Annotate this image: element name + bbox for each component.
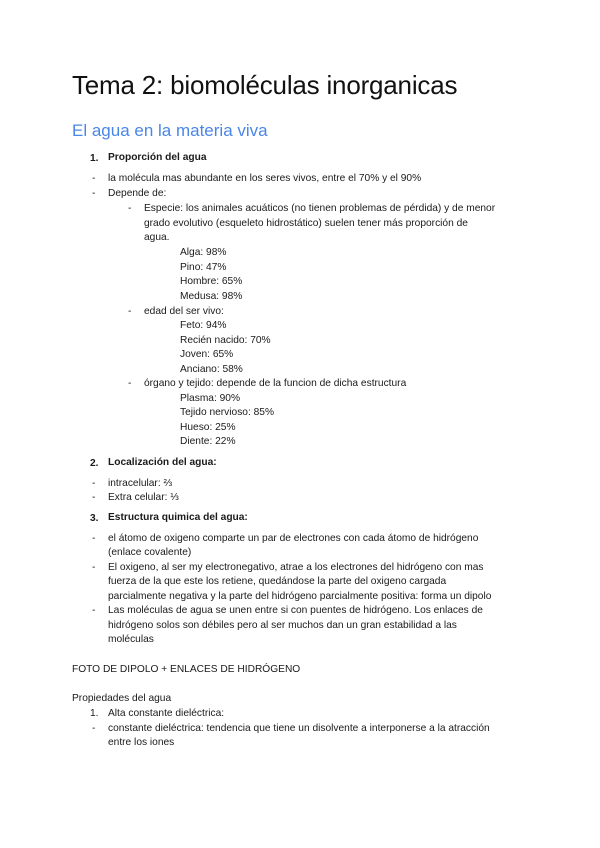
properties-sub-line: entre los iones xyxy=(108,737,175,748)
value-item: Pino: 47% xyxy=(180,262,227,273)
value-item: Recién nacido: 70% xyxy=(180,335,271,346)
list-item: intracelular: ⅔ xyxy=(108,478,172,489)
properties-number: 1. xyxy=(90,708,99,719)
list-item-line: moléculas xyxy=(108,634,154,645)
list-item: Depende de: xyxy=(108,188,167,199)
value-item: Feto: 94% xyxy=(180,320,227,331)
section2-heading: Localización del agua: xyxy=(108,457,217,468)
bullet-dash: - xyxy=(128,306,132,317)
section3-heading: Estructura quimica del agua: xyxy=(108,512,248,523)
bullet-dash: - xyxy=(92,492,96,503)
properties-heading: Propiedades del agua xyxy=(72,693,172,704)
bullet-dash: - xyxy=(92,173,96,184)
photo-placeholder-note: FOTO DE DIPOLO + ENLACES DE HIDRÓGENO xyxy=(72,664,301,675)
value-item: Anciano: 58% xyxy=(180,364,243,375)
list-item-line: Las moléculas de agua se unen entre si con puentes de hidrógeno. Los enlaces de xyxy=(108,605,483,616)
bullet-dash: - xyxy=(128,378,132,389)
bullet-dash: - xyxy=(92,188,96,199)
list-item-line: fuerza de la que este los retiene, quedándose la parte del oxigeno cargada xyxy=(108,576,447,587)
bullet-dash: - xyxy=(92,478,96,489)
especie-line: grado evolutivo (esqueleto hidrostático) suelen tener más proporción de xyxy=(144,218,468,229)
properties-sub-line: constante dieléctrica: tendencia que tiene un disolvente a interponerse a la atracción xyxy=(108,723,490,734)
page-title: Tema 2: biomoléculas inorganicas xyxy=(72,70,458,100)
list-item-line: El oxigeno, al ser my electronegativo, atrae a los electrones del hidrógeno con mas xyxy=(108,562,484,573)
organo-label: órgano y tejido: depende de la funcion de dicha estructura xyxy=(144,378,407,389)
section3-number: 3. xyxy=(90,513,99,524)
bullet-dash: - xyxy=(92,533,96,544)
section-subtitle: El agua en la materia viva xyxy=(72,121,268,140)
list-item: Extra celular: ⅓ xyxy=(108,492,179,503)
bullet-dash: - xyxy=(92,562,96,573)
value-item: Diente: 22% xyxy=(180,436,236,447)
properties-item: Alta constante dieléctrica: xyxy=(108,708,225,719)
edad-label: edad del ser vivo: xyxy=(144,306,224,317)
value-item: Medusa: 98% xyxy=(180,291,243,302)
value-item: Hueso: 25% xyxy=(180,422,236,433)
value-item: Plasma: 90% xyxy=(180,393,241,404)
bullet-dash: - xyxy=(92,605,96,616)
list-item: la molécula mas abundante en los seres vivos, entre el 70% y el 90% xyxy=(108,173,422,184)
value-item: Joven: 65% xyxy=(180,349,234,360)
value-item: Hombre: 65% xyxy=(180,276,243,287)
value-item: Tejido nervioso: 85% xyxy=(180,407,275,418)
section1-heading: Proporción del agua xyxy=(108,152,207,163)
value-item: Alga: 98% xyxy=(180,247,227,258)
list-item-line: (enlace covalente) xyxy=(108,547,192,558)
especie-line: agua. xyxy=(144,232,170,243)
list-item-line: hidrógeno solos son débiles pero al ser muchos dan un gran estabilidad a las xyxy=(108,620,457,631)
bullet-dash: - xyxy=(128,203,132,214)
bullet-dash: - xyxy=(92,723,96,734)
especie-line: Especie: los animales acuáticos (no tienen problemas de pérdida) y de menor xyxy=(144,203,496,214)
section1-number: 1. xyxy=(90,153,99,164)
section2-number: 2. xyxy=(90,458,99,469)
list-item-line: el átomo de oxigeno comparte un par de electrones con cada átomo de hidrógeno xyxy=(108,533,479,544)
list-item-line: parcialmente negativa y la parte del hidrógeno parcialmente positiva: forma un dipolo xyxy=(108,591,492,602)
